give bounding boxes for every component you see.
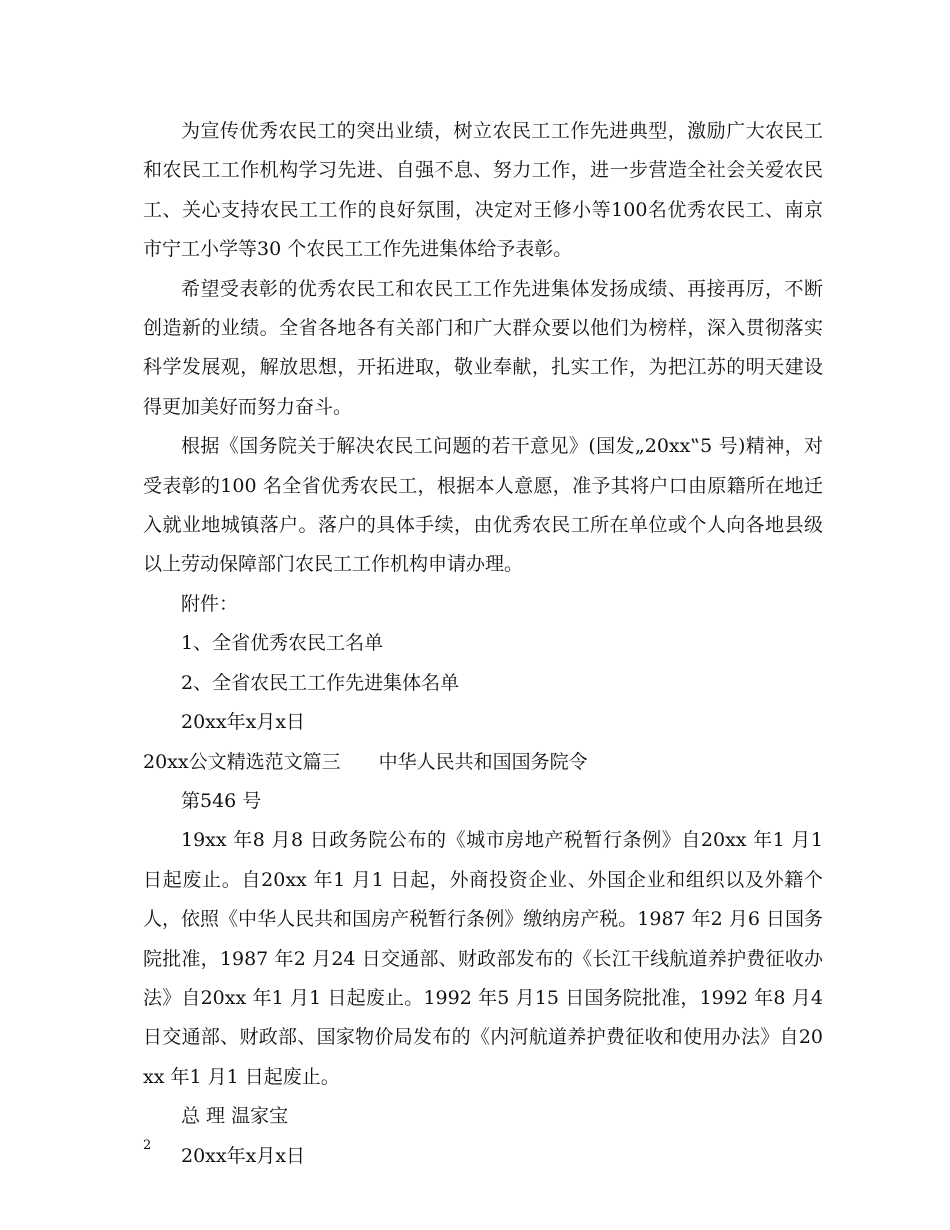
- paragraph-household-registration: 根据《国务院关于解决农民工问题的若干意见》(国发„20xx‟5 号)精神，对受表彰的100 名全省优秀农民工，根据本人意愿，准予其将户口由原籍所在地迁入就业地城镇落户。落户的具体手续，由优秀农民工所在单位或个人向各地县级以上劳动保障部门农民工工作机构申请办理。: [143, 435, 823, 576]
- paragraph-decree: 19xx 年8 月8 日政务院公布的《城市房地产税暂行条例》自20xx 年1 月1 日起废止。自20xx 年1 月1 日起，外商投资企业、外国企业和组织以及外籍个人，依照《中华人民共和国房产税暂行条例》缴纳房产税。1987 年2 月6 日国务院批准，1987 年2 月24 日交通部、财政部发布的《长江干线航道养护费征收办法》自20xx 年1 月1 日起废止。1992 年5 月15 日国务院批准，1992 年8 月4 日交通部、财政部、国家物价局发布的《内河航道养护费征收和使用办法》自20xx 年1 月1 日起废止。: [143, 829, 823, 1088]
- section-date: 20xx年x月x日: [181, 1144, 306, 1167]
- attachment-date: 20xx年x月x日: [181, 711, 306, 734]
- paragraph-hope: 希望受表彰的优秀农民工和农民工工作先进集体发扬成绩、再接再厉，不断创造新的业绩。全省各地各有关部门和广大群众要以他们为榜样，深入贯彻落实科学发展观，解放思想，开拓进取，敬业奉献，扎实工作，为把江苏的明天建设得更加美好而努力奋斗。: [143, 277, 823, 418]
- document-body: [143, 112, 823, 1176]
- attachment-item-2: 2、全省农民工工作先进集体名单: [181, 671, 460, 694]
- page-number: 2: [143, 1138, 152, 1153]
- section-subtitle: 中华人民共和国国务院令: [378, 750, 588, 773]
- section-heading: [143, 743, 823, 782]
- paragraph-commendation: 为宣传优秀农民工的突出业绩，树立农民工工作先进典型，激励广大农民工和农民工工作机构学习先进、自强不息、努力工作，进一步营造全社会关爱农民工、关心支持农民工工作的良好氛围，决定对王修小等100名优秀农民工、南京市宁工小学等30 个农民工工作先进集体给予表彰。: [143, 120, 823, 261]
- section-title: 20xx公文精选范文篇三: [143, 750, 341, 773]
- attachment-label: 附件：: [181, 592, 239, 615]
- signature: 总 理 温家宝: [181, 1105, 289, 1128]
- order-number: 第546 号: [181, 789, 262, 812]
- attachment-item-1: 1、全省优秀农民工名单: [181, 632, 384, 655]
